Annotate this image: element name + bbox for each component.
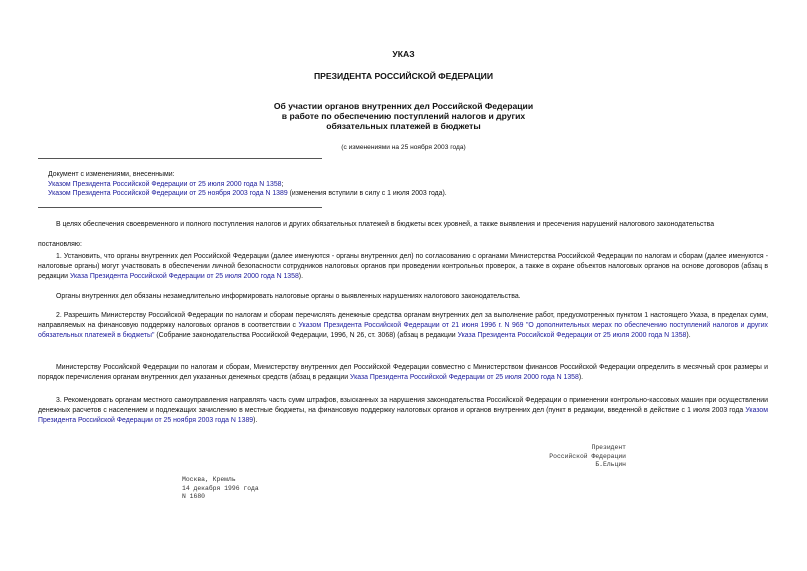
clause-1-second-paragraph: Органы внутренних дел обязаны незамедлительно информировать налоговые органы о выявленных нарушениях налогового законодательства. xyxy=(56,293,521,300)
title-line: в работе по обеспечению поступлений налогов и других xyxy=(281,111,526,121)
decree-word: постановляю: xyxy=(38,241,82,248)
amendment-line: Указом Президента Российской Федерации от 25 ноября 2003 года N 1389 (изменения вступили в силу с 1 июля 2003 года). xyxy=(48,190,447,198)
title-line: Об участии органов внутренних дел Российской Федерации xyxy=(273,101,534,111)
amendment-link-1389[interactable]: Указом Президента Российской Федерации от 25 ноября 2003 года N 1389 xyxy=(48,190,288,198)
clause-3-paragraph: 3. Рекомендовать органам местного самоуправления направлять часть сумм штрафов, взысканных за нарушения законодательства Российской Федерации о применении контрольно-кассовых машин при осуществлении денежных расчетов с населением и подлежащих зачислению в местные бюджеты, на финансовую поддержку налоговых органов и органов внутренних дел (пункт в редакции, введенной в действие с 1 июля 2003 года Указом Президента Российской Федерации от 25 ноября 2003 года N 1389). xyxy=(38,397,768,424)
title-line: обязательных платежей в бюджеты xyxy=(326,121,481,131)
date-line: 14 декабря 1996 года xyxy=(182,484,259,492)
clause-2-second-paragraph: Министерству Российской Федерации по налогам и сборам, Министерству внутренних дел Российской Федерации совместно с Министерством финансов Российской Федерации определить в месячный срок размеры и порядок перечисления органам внутренних дел указанных денежных средств (абзац в редакции Указа Президента Российской Федерации от 25 июля 2000 года N 1358). xyxy=(38,364,768,381)
signature-country: Российской Федерации xyxy=(549,452,626,460)
place-line: Москва, Кремль xyxy=(182,476,236,483)
amendments-block xyxy=(48,170,748,199)
document-title xyxy=(0,101,807,131)
document-number: N 1680 xyxy=(182,493,206,501)
amendment-date-note: (с изменениями на 25 ноября 2003 года) xyxy=(341,144,466,151)
clause-1-reference-link[interactable]: Указа Президента Российской Федерации от 25 июля 2000 года N 1358 xyxy=(69,272,299,280)
decree-969-link[interactable]: Указом Президента Российской Федерации от 21 июня 1996 г. N 969 "О дополнительных мерах по обеспечению поступлений налогов и других обязательных платежей в бюджеты" xyxy=(38,321,768,339)
clause-2b-reference-link[interactable]: Указа Президента Российской Федерации от 25 июля 2000 года N 1358 xyxy=(350,373,579,381)
amendment-line: Указом Президента Российской Федерации от 25 июля 2000 года N 1358; xyxy=(48,180,284,188)
clause-2-paragraph: 2. Разрешить Министерству Российской Федерации по налогам и сборам перечислять денежные средства органам внутренних дел за выполнение работ, предусмотренных пунктом 1 настоящего Указа, в пределах сумм, направляемых на финансовую поддержку налоговых органов в соответствии с Указом Президента Российской Федерации от 21 июня 1996 г. N 969 "О дополнительных мерах по обеспечению поступлений налогов и других обязательных платежей в бюджеты" (Собрание законодательства Российской Федерации, 1996, N 26, ст. 3068) (абзац в редакции Указа Президента Российской Федерации от 25 июля 2000 года N 1358). xyxy=(38,312,768,339)
issuer-heading: ПРЕЗИДЕНТА РОССИЙСКОЙ ФЕДЕРАЦИИ xyxy=(313,71,494,81)
place-date-block xyxy=(182,476,322,502)
divider-top xyxy=(38,158,322,159)
clause-2-reference-link[interactable]: Указа Президента Российской Федерации от 25 июля 2000 года N 1358 xyxy=(457,331,687,339)
preamble-paragraph: В целях обеспечения своевременного и полного поступления налогов и других обязательных платежей в бюджеты всех уровней, а также выявления и пресечения нарушений налогового законодательства xyxy=(56,221,715,228)
amendments-intro: Документ с изменениями, внесенными: xyxy=(48,171,175,178)
signature-block xyxy=(520,444,626,470)
clause-3-reference-link[interactable]: Указом Президента Российской Федерации от 25 ноября 2003 года N 1389 xyxy=(38,406,768,424)
amendment-link-1358[interactable]: Указом Президента Российской Федерации от 25 июля 2000 года N 1358 xyxy=(48,180,282,188)
signature-name: Б.Ельцин xyxy=(595,461,626,469)
clause-1-paragraph: 1. Установить, что органы внутренних дел Российской Федерации (далее именуются - органы внутренних дел) по согласованию с органами Министерства Российской Федерации по налогам и сборам (далее именуются - налоговые органы) могут участвовать в обеспечении личной безопасности сотрудников налоговых органов при проведении контрольных проверок, а также в охране объектов налоговых органов на основе договоров (абзац в редакции Указа Президента Российской Федерации от 25 июля 2000 года N 1358). xyxy=(38,253,768,280)
signature-title: Президент xyxy=(591,444,626,451)
divider-bottom xyxy=(38,207,322,208)
document-type-heading: УКАЗ xyxy=(392,49,415,59)
